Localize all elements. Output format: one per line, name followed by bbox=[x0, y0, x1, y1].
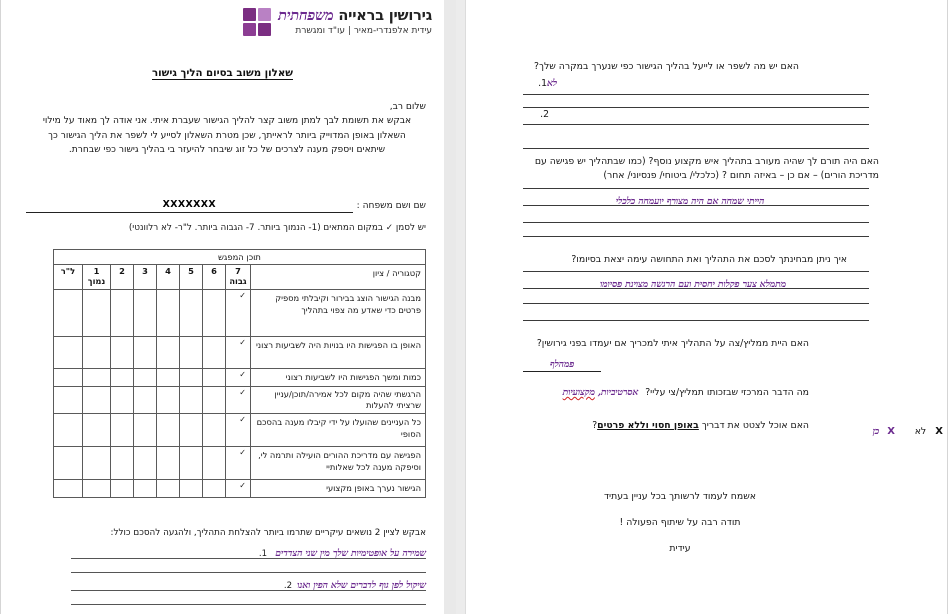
greeting-text: שלום רב, bbox=[389, 102, 426, 112]
answer-rule[interactable] bbox=[523, 303, 869, 304]
question-professional-text: האם היה תורם לך שהיה מעורב בתהליך איש מקצוע נוסף? (כמו שבתהליך יש פגישה עם מדריכת הורים) – אם כן – באיזה תחום ? (כלכלי/ ביטוחי/ פנסיוני/ אחר) bbox=[534, 156, 879, 182]
cell-score-na[interactable] bbox=[53, 413, 82, 446]
column-header-2: 2 bbox=[111, 265, 134, 290]
table-header-row bbox=[53, 265, 425, 290]
bottom-request-text: אבקש לציין 2 נושאים עיקריים שתרמו ביותר להצלחת התהליך, ולהגעה להסכם כולל: bbox=[110, 528, 426, 538]
cell-score-3[interactable] bbox=[134, 289, 157, 336]
quote-yes-option[interactable] bbox=[811, 419, 895, 438]
answer-rule[interactable] bbox=[523, 107, 869, 108]
cell-score-na[interactable] bbox=[53, 479, 82, 497]
table-caption: תוכן המפגש bbox=[53, 250, 425, 265]
cell-score-7[interactable] bbox=[226, 368, 251, 386]
question-central-text: מה הדבר המרכזי שבזכותו תמליץ/צי עליי? bbox=[645, 387, 809, 398]
bottom-rule[interactable] bbox=[71, 590, 426, 591]
answer-rule[interactable] bbox=[523, 288, 869, 289]
column-header-1-label: 1 bbox=[93, 266, 100, 276]
meeting-feedback-table bbox=[54, 249, 426, 498]
cell-score-5[interactable] bbox=[180, 479, 203, 497]
logo-square-bottom-left bbox=[258, 23, 271, 36]
quote-no-mark: X bbox=[935, 426, 943, 437]
question-improve-text: האם יש מה לשפר או לייעל בהליך הגישור כפי שנערך במקרה שלך? bbox=[534, 61, 799, 72]
answer-item-1 bbox=[523, 78, 557, 89]
question-recommend-text: האם היית ממליץ/צה על התהליך איתי למכריך אם יעמדו בפני גירושין? bbox=[536, 338, 809, 349]
question-central-line bbox=[523, 386, 809, 400]
question-summary-text: איך ניתן מבחינתך לסכם את התהליך ואת התחושה עימה יצאת בסיומו? bbox=[571, 254, 847, 265]
table-row bbox=[53, 368, 425, 386]
answer-1-handwriting: לא bbox=[546, 78, 557, 89]
logo-square-top-right bbox=[243, 8, 256, 21]
rating-instruction: יש לסמן ✓ במקום המתאים (1- הנמוך ביותר. 7- הגבוה ביותר. ל"ר- לא רלוונטי) bbox=[128, 223, 426, 233]
cell-score-2[interactable] bbox=[111, 413, 134, 446]
table-row bbox=[53, 446, 425, 479]
closing-signature: עידית bbox=[669, 543, 691, 554]
intro-paragraph: אבקש את תשומת לבך למתן משוב קצר להליך הגישור שעברת איתי. אני אודה לך מאוד על מילוי השאלון באופן המדוייק ביותר לראייתך, שכן מטרת השאלון לסייע לי לשפר את הליך הגישור כך שיתאים ויספק מענה לצרכים של כל זוג שיבחר להיעזר בי בהליך גישור כפי שבחרת. bbox=[42, 116, 412, 156]
quote-yes-mark: X bbox=[887, 426, 895, 437]
cell-score-2[interactable] bbox=[111, 289, 134, 336]
column-header-7-sub: גבוה bbox=[229, 276, 247, 287]
cell-score-3[interactable] bbox=[134, 446, 157, 479]
logo-title-cursive: משפחתית bbox=[278, 7, 334, 24]
bottom-item-1-answer: שמירה על אופטימיות שלך מין שני הצדדים bbox=[275, 548, 426, 559]
table-row bbox=[53, 479, 425, 497]
page-left bbox=[456, 0, 948, 614]
cell-score-4[interactable] bbox=[157, 413, 180, 446]
cell-score-1[interactable] bbox=[83, 446, 111, 479]
answer-central-plain: אסרטיביות, bbox=[597, 387, 639, 398]
answer-rule[interactable] bbox=[523, 124, 869, 125]
cell-score-5[interactable] bbox=[180, 289, 203, 336]
cell-score-4[interactable] bbox=[157, 368, 180, 386]
check-icon: ✓ bbox=[239, 414, 246, 424]
cell-score-1[interactable] bbox=[83, 336, 111, 368]
cell-score-4[interactable] bbox=[157, 446, 180, 479]
cell-score-5[interactable] bbox=[180, 413, 203, 446]
cell-score-3[interactable] bbox=[134, 368, 157, 386]
check-icon: ✓ bbox=[239, 447, 246, 457]
column-header-1-sub: נמוך bbox=[87, 276, 106, 287]
cell-score-3[interactable] bbox=[134, 479, 157, 497]
row-category: הגישור נערך באופן מקצועי bbox=[251, 479, 426, 497]
name-field-row bbox=[26, 192, 426, 213]
answer-rule[interactable] bbox=[523, 205, 869, 206]
name-field-value: XXXXXXX bbox=[162, 199, 217, 210]
question-quote-after: ? bbox=[592, 420, 598, 431]
cell-score-7[interactable] bbox=[226, 446, 251, 479]
bottom-rule[interactable] bbox=[71, 604, 426, 605]
closing-line-1: אשמח לעמוד לרשותך בכל עניין בעתיד bbox=[603, 491, 756, 502]
quote-yes-label: כן bbox=[872, 426, 880, 437]
cell-score-1[interactable] bbox=[83, 386, 111, 413]
column-header-category: קטגוריה / ציון bbox=[251, 265, 426, 290]
cell-score-6[interactable] bbox=[203, 386, 226, 413]
row-category: כל העניינים שהועלו על ידי קיבלו מענה בהסכם הסופי bbox=[251, 413, 426, 446]
cell-score-6[interactable] bbox=[203, 336, 226, 368]
cell-score-4[interactable] bbox=[157, 386, 180, 413]
cell-score-5[interactable] bbox=[180, 368, 203, 386]
row-category: הרגשתי שהיה מקום לכל אמירה/תוכן/עניין שרציתי להעלות bbox=[251, 386, 426, 413]
cell-score-na[interactable] bbox=[53, 336, 82, 368]
row-category: כמות ומשך הפגישות היו לשביעות רצוני bbox=[251, 368, 426, 386]
cell-score-6[interactable] bbox=[203, 289, 226, 336]
cell-score-4[interactable] bbox=[157, 479, 180, 497]
cell-score-7[interactable] bbox=[226, 479, 251, 497]
cell-score-3[interactable] bbox=[134, 413, 157, 446]
answer-recommend-line bbox=[523, 352, 629, 372]
cell-score-7[interactable] bbox=[226, 386, 251, 413]
cell-score-6[interactable] bbox=[203, 479, 226, 497]
cell-score-2[interactable] bbox=[111, 446, 134, 479]
table-row bbox=[53, 386, 425, 413]
answer-recommend-handwriting: פמהלף bbox=[549, 359, 575, 370]
cell-score-2[interactable] bbox=[111, 336, 134, 368]
logo-subtitle: עידית אלפנדרי-מאיר | עו"ד ומגשרת bbox=[295, 25, 432, 36]
row-category: האופן בו הפגישות היו בנויות היה לשביעות רצוני bbox=[251, 336, 426, 368]
cell-score-7[interactable] bbox=[226, 336, 251, 368]
column-header-6: 6 bbox=[203, 265, 226, 290]
row-category: הפגישה עם מדריכת ההורים הועילה ותרמה לי, וסיפקה מענה לכל שאלותיי bbox=[251, 446, 426, 479]
closing-line-2: תודה רבה על שיתוף הפעולה ! bbox=[619, 517, 741, 528]
table-row bbox=[53, 289, 425, 336]
name-field-input[interactable] bbox=[26, 192, 353, 213]
cell-score-3[interactable] bbox=[134, 386, 157, 413]
cell-score-5[interactable] bbox=[180, 336, 203, 368]
column-header-na: ל"ר bbox=[53, 265, 82, 290]
page-right bbox=[0, 0, 444, 614]
logo-square-bottom-right bbox=[243, 23, 256, 36]
column-header-7-label: 7 bbox=[235, 266, 241, 276]
cell-score-na[interactable] bbox=[53, 386, 82, 413]
cell-score-2[interactable] bbox=[111, 368, 134, 386]
question-quote-line bbox=[523, 419, 809, 433]
table-row bbox=[53, 413, 425, 446]
quote-no-option[interactable] bbox=[899, 419, 943, 439]
column-header-3: 3 bbox=[134, 265, 157, 290]
check-icon: ✓ bbox=[239, 290, 246, 300]
bottom-rule[interactable] bbox=[71, 558, 426, 559]
cell-score-na[interactable] bbox=[53, 446, 82, 479]
bottom-item-2-answer: שיקול לפן גוף לדברים שלא הפין ואנו bbox=[297, 580, 426, 591]
answer-summary-handwriting: מתמלא צער פקלות יחסית ועם הרגשה מצוינת פסיומו bbox=[599, 279, 787, 290]
table-row bbox=[53, 336, 425, 368]
cell-score-7[interactable] bbox=[226, 289, 251, 336]
cell-score-6[interactable] bbox=[203, 368, 226, 386]
column-header-1 bbox=[83, 265, 111, 290]
cell-score-1[interactable] bbox=[83, 479, 111, 497]
check-icon: ✓ bbox=[239, 337, 246, 347]
bottom-item-2-number: 2. bbox=[283, 581, 293, 591]
answer-central-marked: מקצועיות bbox=[562, 387, 595, 398]
answer-rule[interactable] bbox=[523, 236, 869, 237]
cell-score-4[interactable] bbox=[157, 289, 180, 336]
cell-score-6[interactable] bbox=[203, 446, 226, 479]
answer-item-2: 2. bbox=[540, 109, 549, 120]
cell-score-4[interactable] bbox=[157, 336, 180, 368]
answer-rule[interactable] bbox=[523, 320, 869, 321]
check-icon: ✓ bbox=[239, 480, 246, 490]
answer-rule[interactable] bbox=[523, 222, 869, 223]
question-quote-underlined: באופן חסוי וללא פרטים bbox=[597, 420, 699, 431]
column-header-4: 4 bbox=[157, 265, 180, 290]
column-header-5: 5 bbox=[180, 265, 203, 290]
cell-score-5[interactable] bbox=[180, 386, 203, 413]
cell-score-7[interactable] bbox=[226, 413, 251, 446]
cell-score-na[interactable] bbox=[53, 289, 82, 336]
cell-score-2[interactable] bbox=[111, 386, 134, 413]
check-icon: ✓ bbox=[239, 387, 246, 397]
cell-score-6[interactable] bbox=[203, 413, 226, 446]
check-icon: ✓ bbox=[239, 369, 246, 379]
page-separator bbox=[444, 0, 456, 614]
cell-score-2[interactable] bbox=[111, 479, 134, 497]
table-caption-row bbox=[53, 250, 425, 265]
logo-square-top-left bbox=[258, 8, 271, 21]
question-quote-before: האם אוכל לצטט את דבריך bbox=[698, 420, 809, 431]
logo-title-part1: גירושין בראייה bbox=[333, 8, 432, 24]
bottom-item-1-number: 1. bbox=[258, 549, 268, 559]
row-category: מבנה הגישור הוצג בבירור וקיבלתי מספיק פרטים כדי שאדע מה צפוי בתהליך bbox=[251, 289, 426, 336]
answer-rule[interactable] bbox=[523, 148, 869, 149]
answer-professional-handwriting: הייתי שמחה אם היה מצורף יועמחה כלכלי bbox=[615, 196, 765, 207]
column-header-7 bbox=[226, 265, 251, 290]
logo-text-block bbox=[278, 8, 432, 37]
table-meeting bbox=[53, 249, 426, 498]
cell-score-1[interactable] bbox=[83, 368, 111, 386]
logo-title bbox=[278, 8, 432, 25]
page-title: שאלון משוב בסיום הליך גישור bbox=[152, 68, 293, 79]
logo-squares-icon bbox=[243, 8, 271, 36]
quote-no-label: לא bbox=[914, 426, 927, 437]
cell-score-1[interactable] bbox=[83, 413, 111, 446]
cell-score-na[interactable] bbox=[53, 368, 82, 386]
name-field-label: שם ושם משפחה : bbox=[356, 200, 426, 211]
cell-score-5[interactable] bbox=[180, 446, 203, 479]
answer-1-number: 1. bbox=[538, 78, 547, 89]
brand-logo bbox=[243, 8, 432, 37]
cell-score-3[interactable] bbox=[134, 336, 157, 368]
cell-score-1[interactable] bbox=[83, 289, 111, 336]
answer-rule[interactable] bbox=[523, 94, 869, 95]
